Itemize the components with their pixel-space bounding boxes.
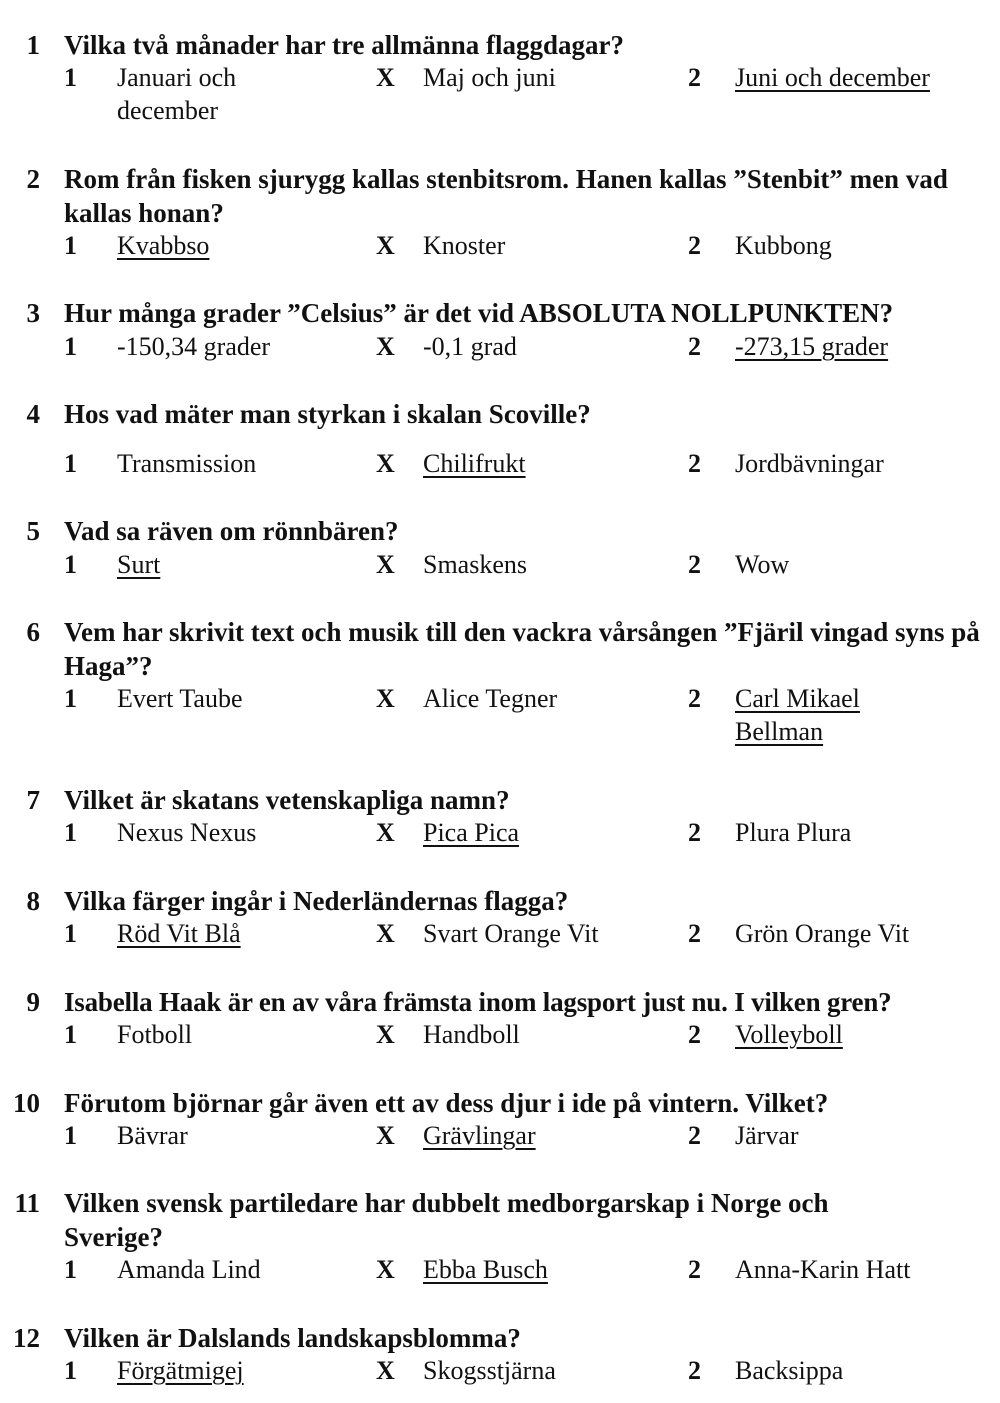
option-x-key: X: [376, 550, 395, 579]
option-2-text: Anna-Karin Hatt: [735, 1255, 911, 1284]
question-text: Hur många grader ”Celsius” är det vid ABSOLUTA NOLLPUNKTEN?: [64, 298, 894, 328]
option-1-key: 1: [64, 449, 77, 478]
option-x-key: X: [376, 332, 395, 361]
option-1-key: 1: [64, 332, 77, 361]
option-2-key: 2: [688, 231, 701, 260]
option-2-key: 2: [688, 1020, 701, 1049]
option-x-key: X: [376, 231, 395, 260]
option-2-key: 2: [688, 550, 701, 579]
option-2-text: Plura Plura: [735, 818, 852, 847]
option-1-text: Fotboll: [117, 1020, 193, 1049]
question-number: 1: [26, 30, 40, 60]
option-1-text: Bävrar: [117, 1121, 188, 1150]
option-x-key: X: [376, 818, 395, 847]
question-number: 9: [26, 987, 40, 1017]
option-x-key: X: [376, 1255, 395, 1284]
option-1-text: -150,34 grader: [117, 332, 271, 361]
option-2-key: 2: [688, 818, 701, 847]
option-1-key: 1: [64, 231, 77, 260]
question-number: 5: [26, 516, 40, 546]
option-2-text: Wow: [735, 550, 790, 579]
option-1-text: Surt: [117, 550, 161, 579]
option-1-text: Kvabbso: [117, 231, 210, 260]
option-1-text: Evert Taube: [117, 684, 243, 713]
option-x-text: Grävlingar: [423, 1121, 536, 1150]
question-number: 6: [26, 617, 40, 647]
option-x-text: Ebba Busch: [423, 1255, 548, 1284]
option-1-key: 1: [64, 919, 77, 948]
option-2-text: Jordbävningar: [735, 449, 884, 478]
option-2-text: Kubbong: [735, 231, 832, 260]
question-number: 8: [26, 886, 40, 916]
question-text: Vem har skrivit text och musik till den vackra vårsången ”Fjäril vingad syns på Haga”?: [64, 617, 980, 681]
option-1-key: 1: [64, 684, 77, 713]
option-2-text: Juni och december: [735, 63, 930, 92]
option-x-text: Alice Tegner: [423, 684, 558, 713]
option-x-key: X: [376, 1020, 395, 1049]
question-number: 3: [26, 298, 40, 328]
option-2-key: 2: [688, 332, 701, 361]
option-1-key: 1: [64, 1255, 77, 1284]
question-text: Isabella Haak är en av våra främsta inom lagsport just nu. I vilken gren?: [64, 987, 892, 1017]
option-x-key: X: [376, 63, 395, 92]
question-text: Rom från fisken sjurygg kallas stenbitsrom. Hanen kallas ”Stenbit” men vad kallas honan?: [64, 164, 948, 228]
question-number: 12: [13, 1323, 40, 1353]
option-x-key: X: [376, 684, 395, 713]
question-number: 11: [14, 1188, 40, 1218]
option-x-text: Skogsstjärna: [423, 1356, 556, 1385]
option-1-text: Amanda Lind: [117, 1255, 261, 1284]
option-1-text: Förgätmigej: [117, 1356, 244, 1385]
option-1-key: 1: [64, 550, 77, 579]
option-2-text: Grön Orange Vit: [735, 919, 910, 948]
question-number: 2: [26, 164, 40, 194]
option-x-text: Knoster: [423, 231, 506, 260]
option-1-text: Nexus Nexus: [117, 818, 257, 847]
option-1-text: Transmission: [117, 449, 257, 478]
question-text: Vilket är skatans vetenskapliga namn?: [64, 785, 510, 815]
option-2-key: 2: [688, 919, 701, 948]
option-x-key: X: [376, 1356, 395, 1385]
question-text: Vilka färger ingår i Nederländernas flagga?: [64, 886, 569, 916]
option-2-key: 2: [688, 63, 701, 92]
option-2-key: 2: [688, 684, 701, 713]
option-x-key: X: [376, 1121, 395, 1150]
option-2-text: Backsippa: [735, 1356, 844, 1385]
question-text: Hos vad mäter man styrkan i skalan Scoville?: [64, 399, 591, 429]
option-x-text: Smaskens: [423, 550, 527, 579]
option-1-key: 1: [64, 1121, 77, 1150]
option-x-key: X: [376, 919, 395, 948]
question-text: Vilken svensk partiledare har dubbelt medborgarskap i Norge och Sverige?: [64, 1188, 829, 1252]
option-1-key: 1: [64, 818, 77, 847]
question-text: Vilka två månader har tre allmänna flaggdagar?: [64, 30, 625, 60]
question-text: Förutom björnar går även ett av dess djur i ide på vintern. Vilket?: [64, 1088, 829, 1118]
question-number: 10: [13, 1088, 40, 1118]
option-2-text: -273,15 grader: [735, 332, 889, 361]
option-1-key: 1: [64, 1356, 77, 1385]
option-2-text: Järvar: [735, 1121, 799, 1150]
question-text: Vilken är Dalslands landskapsblomma?: [64, 1323, 521, 1353]
option-2-text: Volleyboll: [735, 1020, 843, 1049]
option-2-key: 2: [688, 1121, 701, 1150]
option-x-text: Handboll: [423, 1020, 520, 1049]
option-1-text: Januari och december: [117, 63, 237, 125]
option-1-key: 1: [64, 63, 77, 92]
option-x-text: Pica Pica: [423, 818, 520, 847]
option-x-key: X: [376, 449, 395, 478]
option-x-text: Maj och juni: [423, 63, 556, 92]
option-x-text: -0,1 grad: [423, 332, 517, 361]
option-x-text: Chilifrukt: [423, 449, 526, 478]
option-2-key: 2: [688, 1356, 701, 1385]
option-1-text: Röd Vit Blå: [117, 919, 241, 948]
option-x-text: Svart Orange Vit: [423, 919, 599, 948]
option-2-key: 2: [688, 1255, 701, 1284]
option-1-key: 1: [64, 1020, 77, 1049]
option-2-text: Carl Mikael Bellman: [735, 684, 860, 746]
question-text: Vad sa räven om rönnbären?: [64, 516, 399, 546]
question-number: 4: [26, 399, 40, 429]
question-number: 7: [26, 785, 40, 815]
option-2-key: 2: [688, 449, 701, 478]
